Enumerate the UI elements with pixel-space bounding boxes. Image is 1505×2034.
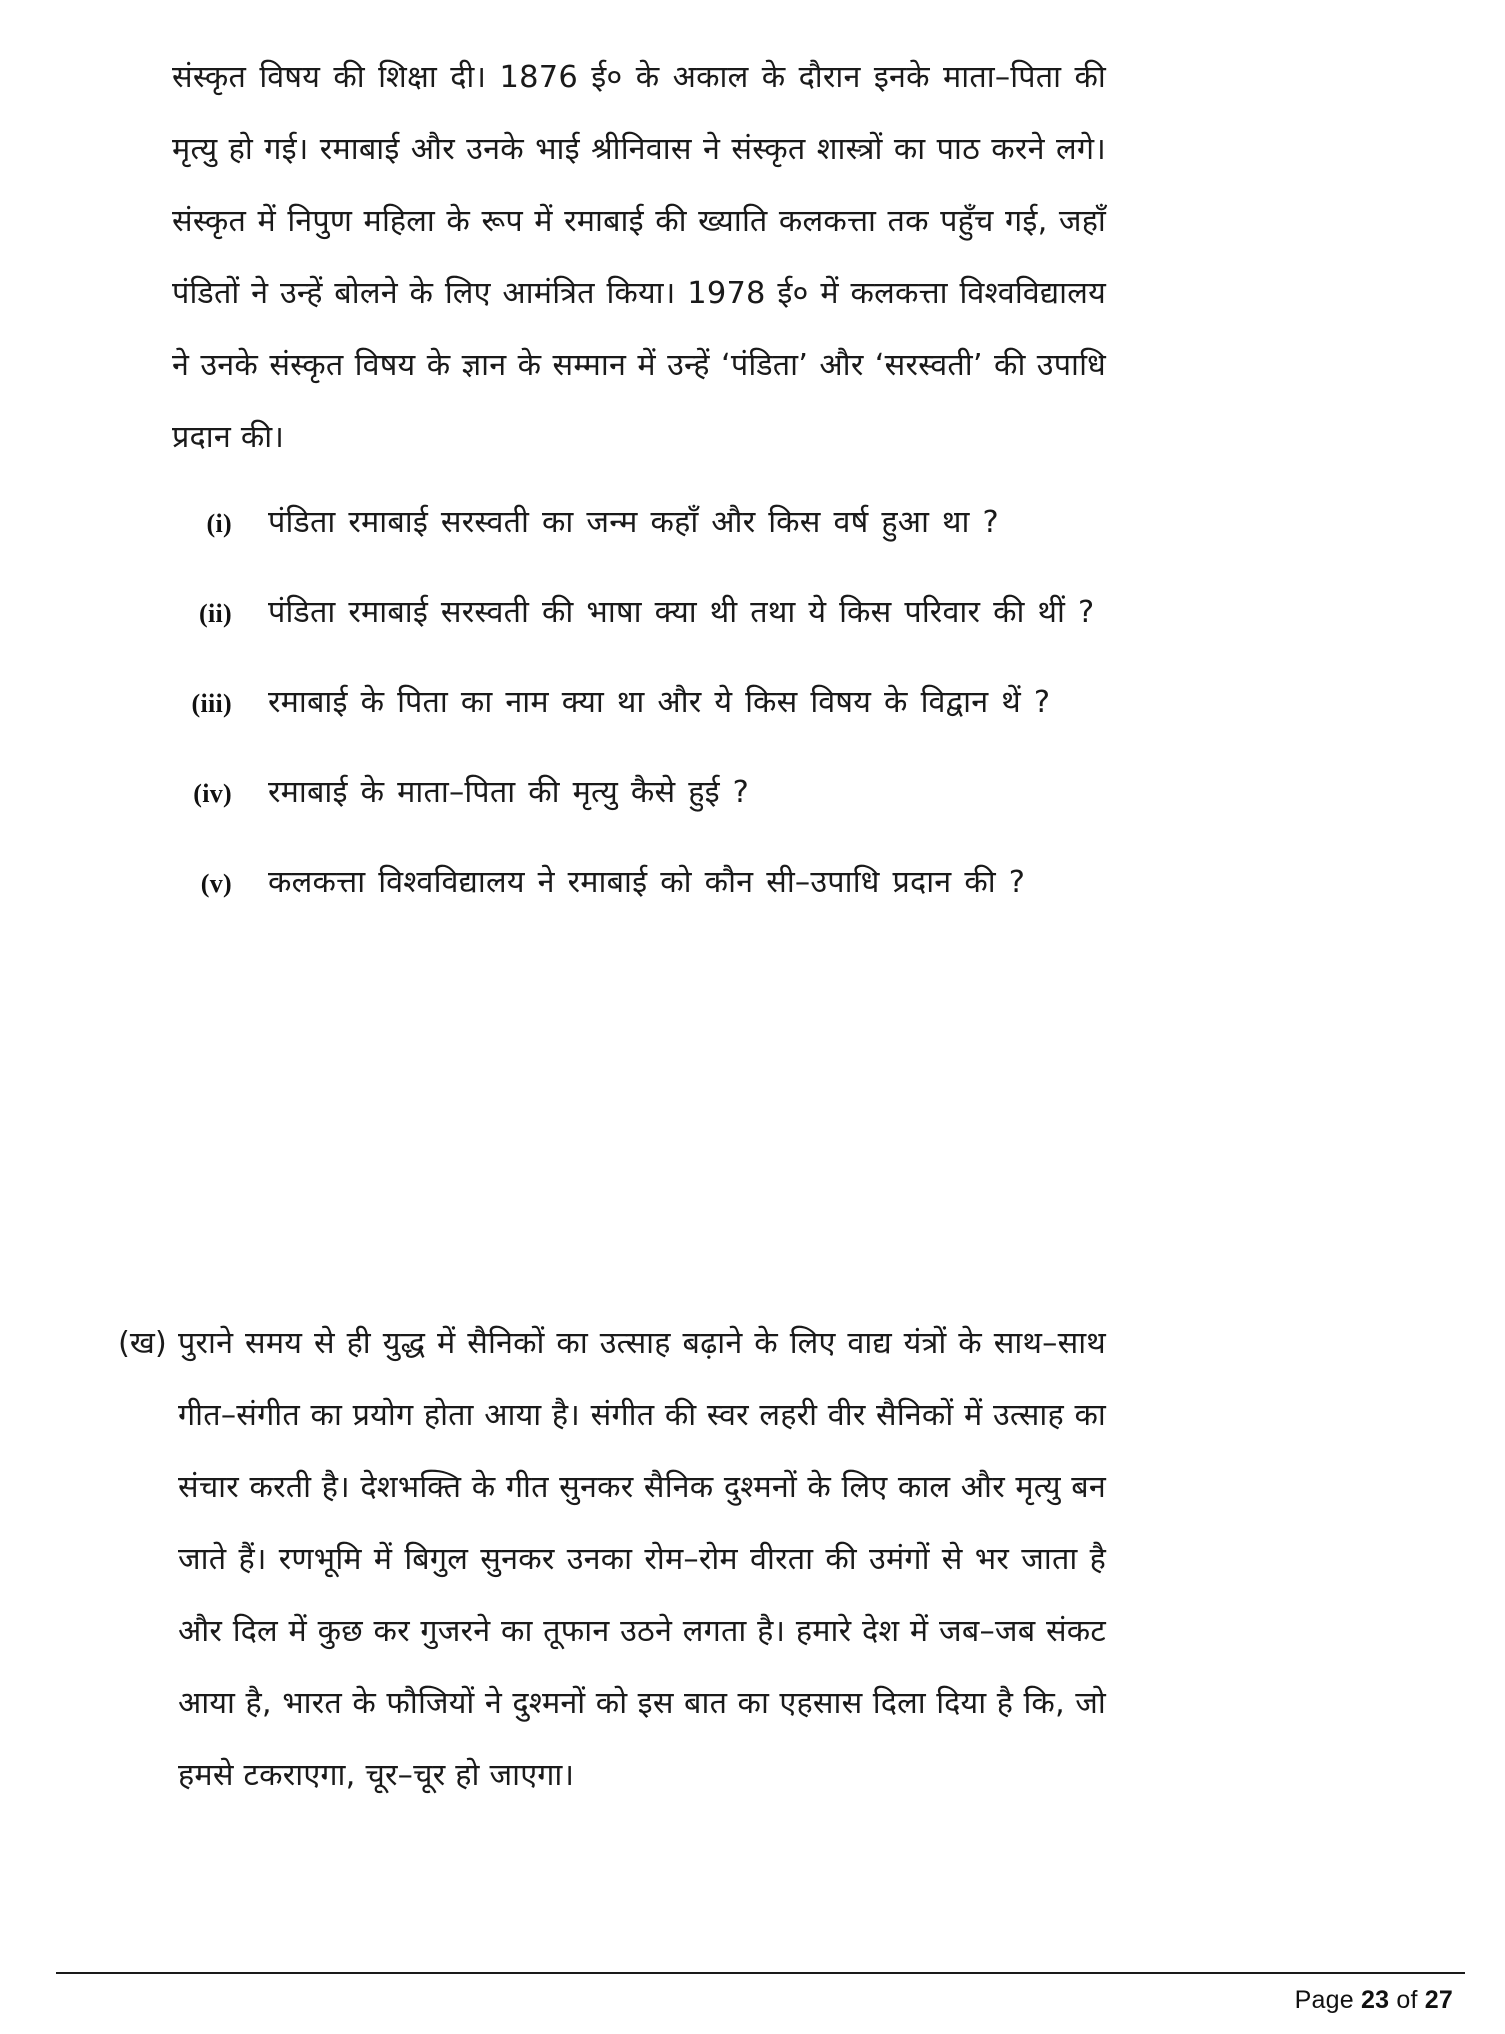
question-item xyxy=(172,770,1112,860)
question-marker: (v) xyxy=(200,869,232,898)
footer-divider xyxy=(56,1972,1465,1974)
question-text: कलकत्ता विश्वविद्यालय ने रमाबाई को कौन सी–उपाधि प्रदान की ? xyxy=(268,865,1026,900)
question-text: रमाबाई के पिता का नाम क्या था और ये किस विषय के विद्वान थें ? xyxy=(268,685,1051,720)
question-marker: (i) xyxy=(206,509,232,538)
question-item xyxy=(172,500,1112,590)
passage-kha xyxy=(118,1308,1106,1812)
footer-page-prefix: Page xyxy=(1294,1986,1354,2014)
passage-top xyxy=(172,42,1106,474)
question-item xyxy=(172,860,1112,950)
question-text: पंडिता रमाबाई सरस्वती का जन्म कहाँ और किस वर्ष हुआ था ? xyxy=(268,505,999,540)
question-item xyxy=(172,590,1112,680)
footer-page-number: 23 xyxy=(1361,1986,1390,2014)
question-list xyxy=(172,500,1112,950)
question-marker: (iii) xyxy=(191,689,232,718)
footer-page-total: 27 xyxy=(1424,1986,1453,2014)
footer-page-of: of xyxy=(1396,1986,1418,2014)
passage-kha-label: (ख) xyxy=(118,1326,167,1361)
question-text: रमाबाई के माता–पिता की मृत्यु कैसे हुई ? xyxy=(268,775,750,810)
question-marker: (iv) xyxy=(193,779,232,808)
question-marker: (ii) xyxy=(199,599,232,628)
passage-top-text: संस्कृत विषय की शिक्षा दी। 1876 ई० के अकाल के दौरान इनके माता–पिता की मृत्यु हो गई। रमाबाई और उनके भाई श्रीनिवास ने संस्कृत शास्त्रों का पाठ करने लगे। संस्कृत में निपुण महिला के रूप में रमाबाई की ख्याति कलकत्ता तक पहुँच गई, जहाँ पंडितों ने उन्हें बोलने के लिए आमंत्रित किया। 1978 ई० में कलकत्ता विश्वविद्यालय ने उनके संस्कृत विषय के ज्ञान के सम्मान में उन्हें ‘पंडिता’ और ‘सरस्वती’ की उपाधि प्रदान की। xyxy=(172,60,1106,455)
passage-kha-text: पुराने समय से ही युद्ध में सैनिकों का उत्साह बढ़ाने के लिए वाद्य यंत्रों के साथ–साथ गीत–संगीत का प्रयोग होता आया है। संगीत की स्वर लहरी वीर सैनिकों में उत्साह का संचार करती है। देशभक्ति के गीत सुनकर सैनिक दुश्मनों के लिए काल और मृत्यु बन जाते हैं। रणभूमि में बिगुल सुनकर उनका रोम–रोम वीरता की उमंगों से भर जाता है और दिल में कुछ कर गुजरने का तूफान उठने लगता है। हमारे देश में जब–जब संकट आया है, भारत के फौजियों ने दुश्मनों को इस बात का एहसास दिला दिया है कि, जो हमसे टकराएगा, चूर–चूर हो जाएगा। xyxy=(178,1326,1106,1793)
question-item xyxy=(172,680,1112,770)
footer-page-indicator xyxy=(1295,1986,1453,2015)
question-text: पंडिता रमाबाई सरस्वती की भाषा क्या थी तथा ये किस परिवार की थीं ? xyxy=(268,595,1095,630)
